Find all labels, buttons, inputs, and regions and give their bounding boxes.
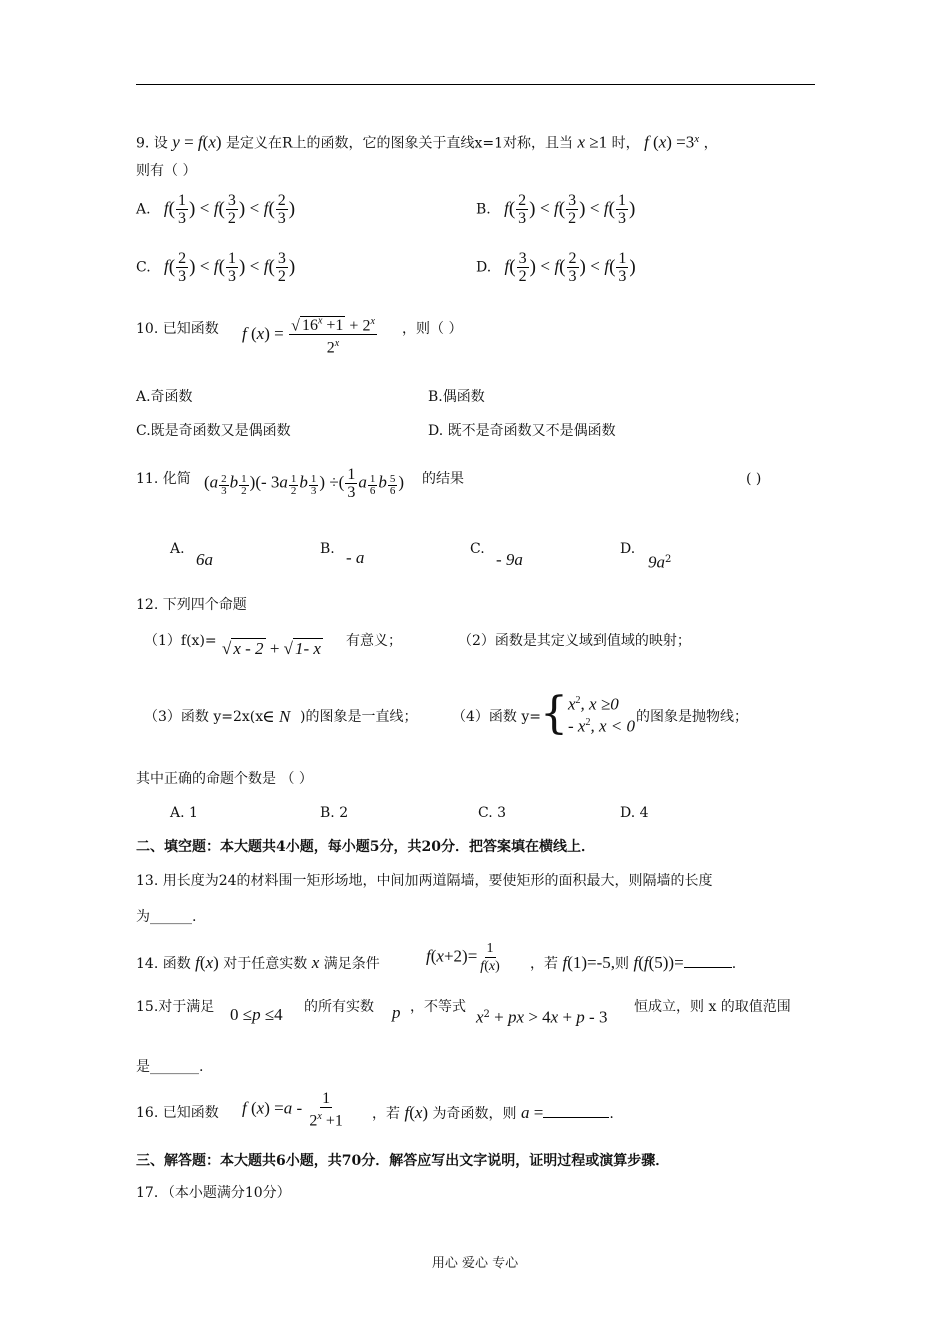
q12-prop1-suffix: 有意义； [346, 633, 402, 649]
q9-option-d: D. f( $\frac{3}{2}$ ) < f( $\frac{2}{3}$ ) < f( $\frac{1}{3}$ ) [476, 250, 636, 285]
section2-heading: 二、填空题：本大题共4小题，每小题5分，共20分．把答案填在横线上． [136, 839, 595, 855]
q9-stem: 9. 设 y = f(x) 是定义在R上的函数，它的图象关于直线x=1对称，且当 x ≥1 时， f $(x) =3^x$ ， [136, 132, 718, 152]
q12-prop3-set: ∈ N [262, 707, 291, 726]
q15-mid1: 的所有实数 [304, 999, 374, 1015]
q10-option-c: C.既是奇函数又是偶函数 [136, 423, 291, 439]
q10-stem: 10. 已知函数 [136, 321, 219, 337]
q10-option-d: D. 既不是奇函数又不是偶函数 [428, 423, 616, 439]
q10-formula: f (x) = $\frac{√ 16^x +1 + 2^x}{2^x}$ [242, 313, 378, 357]
page-footer: 用心 爱心 专心 [431, 1256, 519, 1271]
q15-range: 0 ≤p ≤4 [230, 1005, 283, 1024]
q11-option-c-label: C. [470, 541, 485, 557]
q13-line1: 13. 用长度为24的材料围一矩形场地，中间加两道隔墙，要使矩形的面积最大，则隔墙的长度 [136, 873, 713, 889]
q15-mid3: 恒成立，则 x 的取值范围 [634, 999, 791, 1015]
q12-stem: 12. 下列四个命题 [136, 597, 247, 613]
q12-prop4-suffix: 的图象是抛物线； [636, 709, 748, 725]
q12-prop2: （2）函数是其定义域到值域的映射； [458, 633, 691, 649]
q12-option-d: D. 4 [620, 805, 649, 821]
q11-stem: 11. 化简 [136, 471, 191, 487]
q10-suffix: ，则（ ） [402, 321, 463, 337]
q9-option-b: B. f( $\frac{2}{3}$ ) < f( $\frac{3}{2}$ ) < f( $\frac{1}{3}$ ) [476, 192, 636, 227]
q11-option-a-label: A. [170, 541, 185, 557]
q12-prop3-label: （3）函数 y=2x(x [144, 709, 264, 725]
q11-option-b-label: B. [320, 541, 335, 557]
q14-tail: ，若 f(1)=-5,则 f(f(5))= . [530, 953, 737, 972]
q14-stem: 14. 函数 f(x) 对于任意实数 x 满足条件 [136, 953, 380, 972]
section3-heading: 三、解答题：本大题共6小题，共70分．解答应写出文字说明，证明过程或演算步骤． [136, 1153, 670, 1169]
q9-stem-line2: 则有（ ） [136, 163, 197, 179]
q11-bracket: ( ) [746, 471, 762, 487]
q12-option-b: B. 2 [320, 805, 349, 821]
q10-option-a: A.奇函数 [136, 389, 193, 405]
q12-prop1-formula: √ x - 2 + √ 1- x [222, 639, 321, 658]
q10-option-b: B.偶函数 [428, 389, 485, 405]
q12-prop4-label: （4）函数 y= [452, 709, 541, 725]
q15-inequality: $x^2$ + px > 4x + p - 3 [476, 1007, 608, 1027]
q12-prop3-suffix: )的图象是一直线； [300, 709, 418, 725]
q9-option-c: C. f( $\frac{2}{3}$ ) < f( $\frac{1}{3}$ ) < f( $\frac{3}{2}$ ) [136, 250, 296, 285]
header-rule [136, 84, 815, 85]
q15-var-p: p [392, 1003, 401, 1022]
q16-stem: 16. 已知函数 [136, 1105, 219, 1121]
q15-stem: 15.对于满足 [136, 999, 215, 1015]
q11-option-b-value: - a [346, 548, 365, 567]
q15-mid2: ，不等式 [410, 999, 466, 1015]
q17-heading: 17．（本小题满分10分） [136, 1185, 291, 1201]
q9-option-a: A. f( $\frac{1}{3}$ ) < f( $\frac{3}{2}$ ) < f( $\frac{2}{3}$ ) [136, 192, 296, 227]
q15-line2: 是_______. [136, 1059, 204, 1075]
q12-prop1-label: （1）f(x)= [144, 633, 217, 649]
q11-suffix: 的结果 [422, 471, 464, 487]
q11-option-d-label: D. [620, 541, 636, 557]
q12-option-c: C. 3 [478, 805, 507, 821]
q11-option-a-value: 6a [196, 550, 213, 569]
q12-conclusion: 其中正确的命题个数是 （ ） [136, 771, 313, 787]
q11-option-d-value: $9a^2$ [648, 552, 672, 572]
q12-prop4-piecewise: { $x^2$, x ≥0 - $x^2$, x < 0 [540, 688, 635, 739]
q16-formula: f (x) =a - $\frac{1}{2^x +1}$ [242, 1090, 343, 1130]
q11-option-c-value: - 9a [496, 550, 523, 569]
q12-option-a: A. 1 [170, 805, 198, 821]
q14-condition: f(x+2)= $\frac{1}{f(x)}$ [426, 941, 500, 974]
q16-mid: ，若 f(x) 为奇函数，则 a = . [372, 1103, 614, 1122]
q13-line2: 为______. [136, 909, 197, 925]
q11-expression: (a $\frac{2}{3}$ b $\frac{1}{2}$ )(- 3a $\frac{1}{2}$ b $\frac{1}{3}$ ) ÷( $\frac{1}{3}$ a $\frac{1}{6}$ b $\frac{5}{6}$ ) [204, 466, 404, 501]
